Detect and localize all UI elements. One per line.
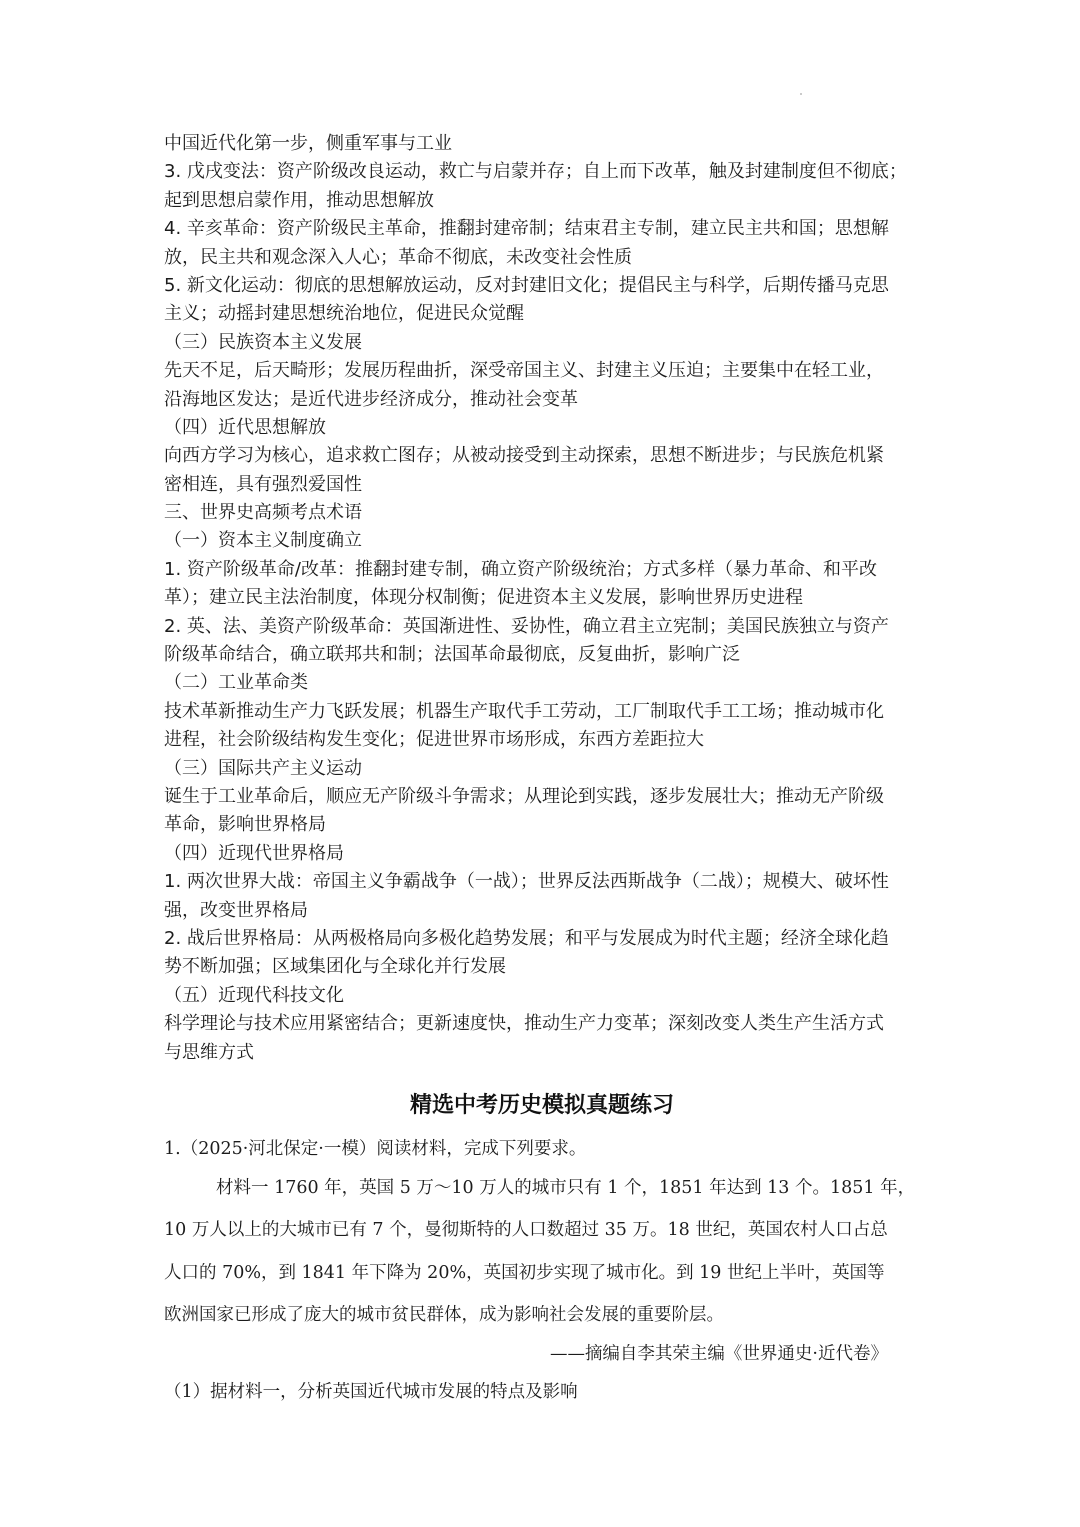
text-line: 主义；动摇封建思想统治地位，促进民众觉醒 [164, 303, 524, 325]
text-line: 科学理论与技术应用紧密结合；更新速度快，推动生产力变革；深刻改变人类生产生活方式 [164, 1013, 884, 1035]
material-source: ——摘编自李其荣主编《世界通史·近代卷》 [549, 1343, 888, 1364]
text-line: 5. 新文化运动：彻底的思想解放运动，反对封建旧文化；提倡民主与科学，后期传播马克思 [164, 274, 889, 296]
scan-speck [800, 93, 802, 95]
text-line: 先天不足，后天畸形；发展历程曲折，深受帝国主义、封建主义压迫；主要集中在轻工业， [164, 360, 884, 382]
text-line: 革）；建立民主法治制度，体现分权制衡；促进资本主义发展，影响世界历史进程 [164, 587, 803, 609]
section-heading: （四）近现代世界格局 [164, 842, 344, 864]
outline-text [164, 130, 920, 1067]
question-stem: 1.（2025·河北保定·一模）阅读材料，完成下列要求。 [164, 1138, 587, 1159]
text-line: 1. 两次世界大战：帝国主义争霸战争（一战）；世界反法西斯战争（二战）；规模大、破坏性 [164, 871, 889, 893]
section-heading: （三）国际共产主义运动 [164, 757, 362, 779]
section-heading: （一）资本主义制度确立 [164, 530, 362, 552]
material-line: 人口的 70%，到 1841 年下降为 20%，英国初步实现了城市化。到 19 世纪上半叶，英国等 [164, 1262, 885, 1283]
practice-section-title: 精选中考历史模拟真题练习 [409, 1091, 674, 1118]
text-line: 2. 英、法、美资产阶级革命：英国渐进性、妥协性，确立君主立宪制；美国民族独立与资产 [164, 615, 889, 637]
text-line: 1. 资产阶级革命/改革：推翻封建专制，确立资产阶级统治；方式多样（暴力革命、和平改 [164, 558, 877, 580]
section-heading: （二）工业革命类 [164, 672, 308, 694]
text-line: 革命，影响世界格局 [164, 814, 326, 836]
text-line: 起到思想启蒙作用，推动思想解放 [164, 189, 434, 211]
text-line: 向西方学习为核心，追求救亡图存；从被动接受到主动探索，思想不断进步；与民族危机紧 [164, 445, 884, 467]
text-line: 技术革新推动生产力飞跃发展；机器生产取代手工劳动，工厂制取代手工工场；推动城市化 [164, 700, 884, 722]
text-line: 阶级革命结合，确立联邦共和制；法国革命最彻底，反复曲折，影响广泛 [164, 644, 740, 666]
text-line: 沿海地区发达；是近代进步经济成分，推动社会变革 [164, 388, 578, 410]
text-line: 强，改变世界格局 [164, 899, 308, 921]
material-line: 10 万人以上的大城市已有 7 个，曼彻斯特的人口数超过 35 万。18 世纪，英国农村人口占总 [164, 1220, 888, 1241]
material-line: 欧洲国家已形成了庞大的城市贫民群体，成为影响社会发展的重要阶层。 [164, 1305, 724, 1326]
sub-question: （1）据材料一，分析英国近代城市发展的特点及影响 [164, 1381, 578, 1402]
text-line: 诞生于工业革命后，顺应无产阶级斗争需求；从理论到实践，逐步发展壮大；推动无产阶级 [164, 785, 884, 807]
material-line: 材料一 1760 年，英国 5 万～10 万人的城市只有 1 个，1851 年达到 13 个。1851 年， [216, 1177, 916, 1198]
text-line: 2. 战后世界格局：从两极格局向多极化趋势发展；和平与发展成为时代主题；经济全球化趋 [164, 927, 889, 949]
material-block [164, 1167, 920, 1337]
section-heading: （五）近现代科技文化 [164, 984, 344, 1006]
text-line: 放，民主共和观念深入人心；革命不彻底，未改变社会性质 [164, 246, 632, 268]
text-line: 中国近代化第一步，侧重军事与工业 [164, 133, 452, 154]
text-line: 4. 辛亥革命：资产阶级民主革命，推翻封建帝制；结束君主专制，建立民主共和国；思想解 [164, 218, 889, 240]
page-content [164, 130, 920, 1409]
text-line: 势不断加强；区域集团化与全球化并行发展 [164, 956, 506, 978]
section-heading: （三）民族资本主义发展 [164, 331, 362, 353]
text-line: 3. 戊戌变法：资产阶级改良运动，救亡与启蒙并存；自上而下改革，触及封建制度但不彻底； [164, 161, 907, 183]
text-line: 与思维方式 [164, 1041, 254, 1063]
section-heading: （四）近代思想解放 [164, 416, 326, 438]
chapter-heading: 三、世界史高频考点术语 [164, 502, 362, 524]
text-line: 进程，社会阶级结构发生变化；促进世界市场形成，东西方差距拉大 [164, 729, 704, 751]
text-line: 密相连，具有强烈爱国性 [164, 473, 362, 495]
